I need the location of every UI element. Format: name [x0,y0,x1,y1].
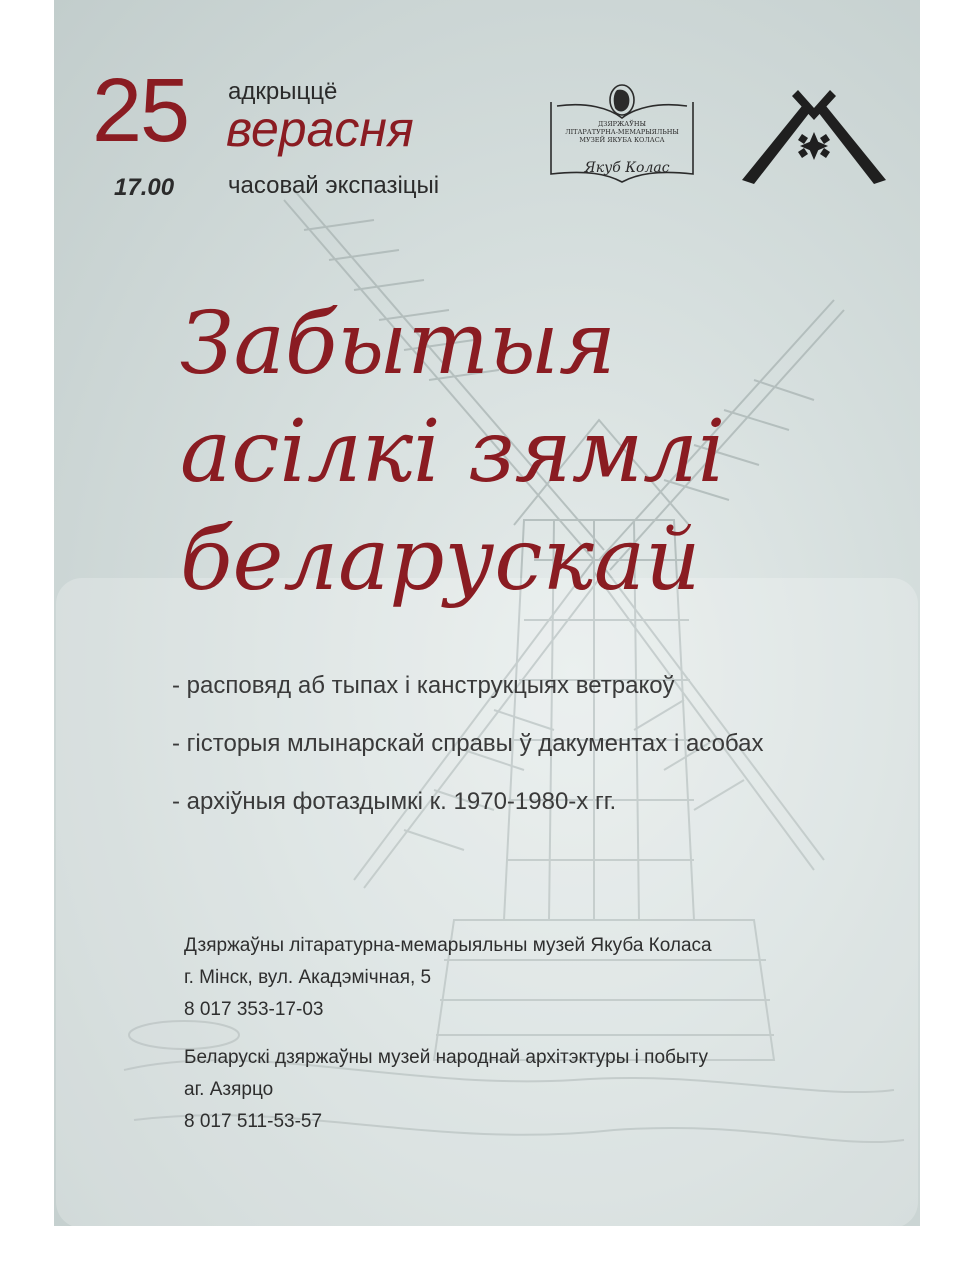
title-line-2: асілкі зямлі [180,402,726,502]
organizer-2 [184,1042,708,1138]
program-item: - гісторыя млынарскай справы ў дакументах і асобах [172,730,764,757]
folk-architecture-museum-logo [742,86,886,190]
exhibition-title [180,290,725,614]
title-line-3: беларускай [180,510,701,610]
museum-logo [547,82,697,194]
event-day-display: 25 [92,61,189,161]
museum-logo-line1: ДЗЯРЖАЎНЫ [598,120,646,128]
program-item: - архіўныя фотаздымкі к. 1970-1980-х гг. [172,788,617,815]
organizer-name: Дзяржаўны літаратурна-мемарыяльны музей Якуба Коласа [184,935,712,956]
organizer-phone: 8 017 353-17-03 [184,999,324,1020]
organizer-phone: 8 017 511-53-57 [184,1111,323,1132]
event-time: 17.00 [114,174,175,201]
museum-signature: Якуб Колас [584,160,670,176]
organizer-name: Беларускі дзяржаўны музей народнай архітэктуры і побыту [184,1047,708,1068]
opening-label: адкрыццё [228,78,338,105]
organizer-address: г. Мінск, вул. Акадэмічная, 5 [184,967,432,988]
program-item: - расповяд аб тыпах і канструкцыях ветракоў [172,672,675,699]
museum-logo-line2: ЛІТАРАТУРНА-МЕМАРЫЯЛЬНЫ [565,128,679,136]
organizer-address: аг. Азярцо [184,1079,274,1100]
program-list [172,672,763,846]
museum-logo-line3: МУЗЕЙ ЯКУБА КОЛАСА [579,136,665,144]
title-line-1: Забытыя [180,294,616,394]
exposition-label: часовай экспазіцыі [228,172,440,199]
organizer-1 [184,930,712,1026]
event-month: верасня [226,101,414,157]
